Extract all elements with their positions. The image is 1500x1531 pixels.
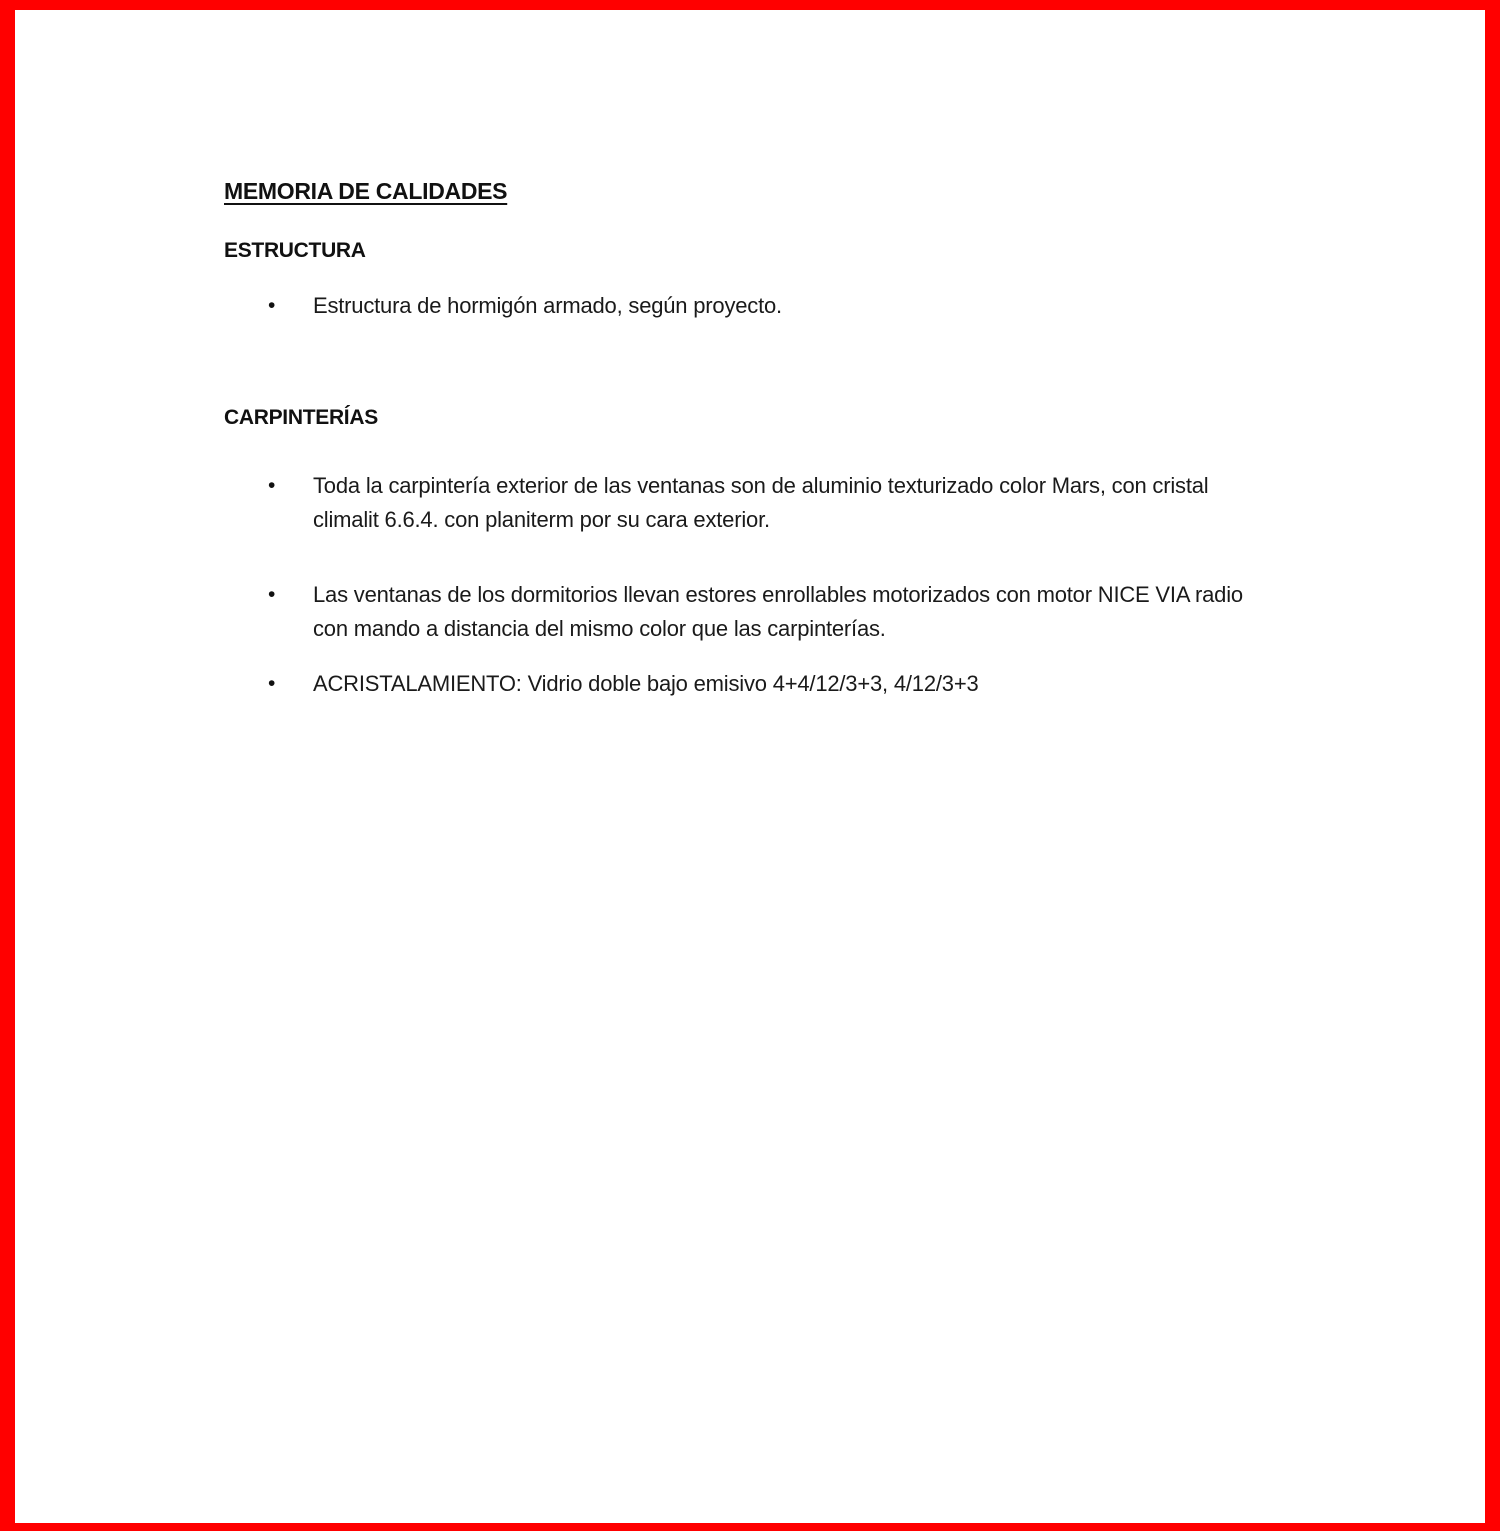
document-page: [15, 10, 1485, 1523]
list-item-text: Las ventanas de los dormitorios llevan estores enrollables motorizados con motor NICE VIA radio con mando a distancia del mismo color que las carpinterías.: [313, 582, 1243, 641]
section-heading-carpinterias: CARPINTERÍAS: [224, 406, 378, 429]
list-item-text: Estructura de hormigón armado, según proyecto.: [313, 293, 782, 318]
section-heading-estructura: ESTRUCTURA: [224, 239, 366, 262]
bullet-icon: •: [268, 474, 276, 497]
bullet-icon: •: [268, 294, 276, 317]
document-title: MEMORIA DE CALIDADES: [224, 178, 508, 204]
list-item-text: Toda la carpintería exterior de las ventanas son de aluminio texturizado color Mars, con cristal climalit 6.6.4. con planiterm por su cara exterior.: [313, 473, 1209, 532]
list-item-text: ACRISTALAMIENTO: Vidrio doble bajo emisivo 4+4/12/3+3, 4/12/3+3: [313, 671, 979, 696]
bullet-icon: •: [268, 583, 276, 606]
bullet-icon: •: [268, 672, 276, 695]
